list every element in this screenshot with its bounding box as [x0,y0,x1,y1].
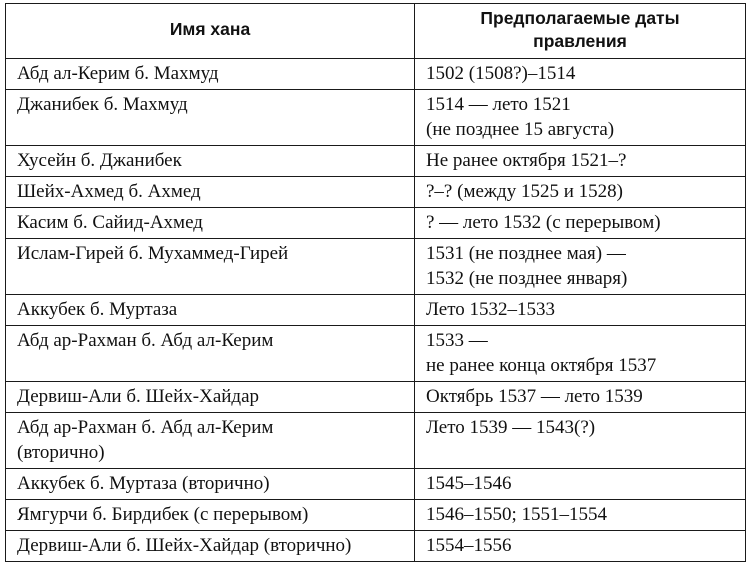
table-row [6,239,746,295]
reign-dates-line: не ранее конца октября 1537 [426,355,657,376]
khan-name-line: Дервиш-Али б. Шейх-Хайдар (вторично) [17,535,352,556]
khan-name-cell [6,469,415,500]
reign-dates-line: ?–? (между 1525 и 1528) [426,181,623,202]
reign-dates-cell [415,326,746,382]
khan-name-line: Абд ар-Рахман б. Абд ал-Керим [17,417,274,438]
reign-dates-cell [415,295,746,326]
reign-dates-cell [415,208,746,239]
reign-dates-cell [415,500,746,531]
khan-name-cell [6,382,415,413]
khan-name-cell [6,326,415,382]
table-row [6,382,746,413]
table-row [6,59,746,90]
khan-name-cell [6,208,415,239]
khan-name-line: Ямгурчи б. Бирдибек (с перерывом) [17,504,309,525]
table-row [6,500,746,531]
table-row [6,208,746,239]
reign-dates-line: 1532 (не позднее января) [426,268,628,289]
khan-name-line: Абд ал-Керим б. Махмуд [17,63,219,84]
reign-dates-cell [415,239,746,295]
reign-dates-line: 1514 — лето 1521 [426,94,571,115]
khan-name-cell [6,90,415,146]
khan-name-cell [6,146,415,177]
reign-dates-line: 1502 (1508?)–1514 [426,63,576,84]
khan-name-cell [6,59,415,90]
table-row [6,90,746,146]
table-row [6,295,746,326]
reign-dates-line: 1545–1546 [426,473,512,494]
khan-name-line: Хусейн б. Джанибек [17,150,182,171]
table-row [6,531,746,562]
reign-dates-cell [415,382,746,413]
header-dates: Предполагаемые даты правления [415,4,746,59]
reign-dates-line: Лето 1539 — 1543(?) [426,417,596,438]
reign-dates-cell [415,469,746,500]
khan-name-line: Аккубек б. Муртаза [17,299,178,320]
reign-dates-cell [415,146,746,177]
reign-dates-line: Лето 1532–1533 [426,299,555,320]
khan-name-line: Ислам-Гирей б. Мухаммед-Гирей [17,243,289,264]
table-row [6,146,746,177]
reign-dates-cell [415,90,746,146]
khan-name-cell [6,295,415,326]
khan-name-line: Шейх-Ахмед б. Ахмед [17,181,201,202]
khan-name-cell [6,239,415,295]
reign-dates-cell [415,59,746,90]
reign-dates-line: ? — лето 1532 (с перерывом) [426,212,661,233]
khan-name-cell [6,177,415,208]
khan-name-cell [6,500,415,531]
header-row [6,4,746,59]
khan-name-line: Дервиш-Али б. Шейх-Хайдар [17,386,260,407]
table-row [6,469,746,500]
khan-name-line: Касим б. Сайид-Ахмед [17,212,203,233]
table-row [6,413,746,469]
khan-name-line: Абд ар-Рахман б. Абд ал-Керим [17,330,274,351]
khan-name-line: (вторично) [17,442,105,463]
table-body [6,59,746,562]
table-row [6,177,746,208]
khan-name-line: Джанибек б. Махмуд [17,94,188,115]
reign-dates-cell [415,413,746,469]
reign-dates-line: 1533 — [426,330,488,351]
reign-dates-line: Октябрь 1537 — лето 1539 [426,386,643,407]
reign-dates-line: Не ранее октября 1521–? [426,150,627,171]
khan-name-cell [6,531,415,562]
reign-dates-cell [415,177,746,208]
khan-name-line: Аккубек б. Муртаза (вторично) [17,473,270,494]
reign-dates-cell [415,531,746,562]
table-row [6,326,746,382]
header-name: Имя хана [6,4,415,59]
khan-name-cell [6,413,415,469]
reign-dates-line: 1554–1556 [426,535,512,556]
khans-table [5,3,746,562]
reign-dates-line: (не позднее 15 августа) [426,119,615,140]
reign-dates-line: 1546–1550; 1551–1554 [426,504,608,525]
reign-dates-line: 1531 (не позднее мая) — [426,243,626,264]
